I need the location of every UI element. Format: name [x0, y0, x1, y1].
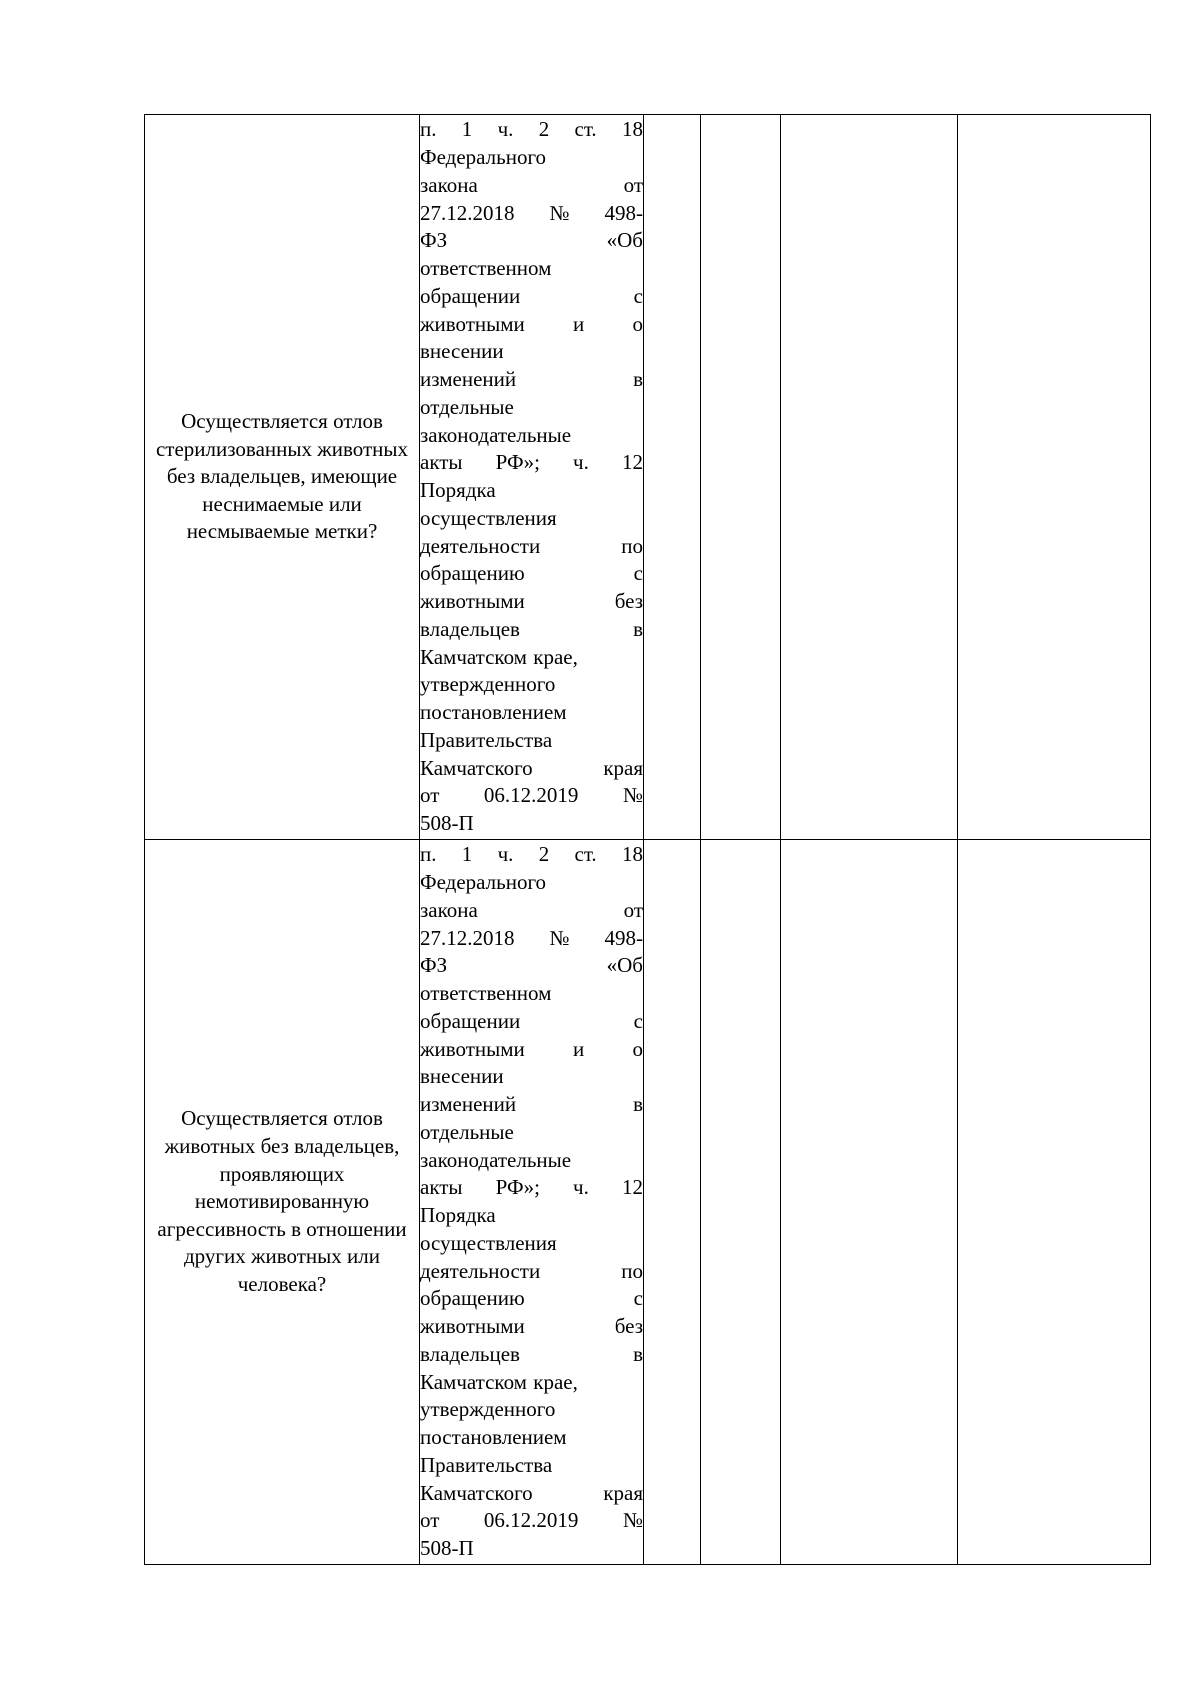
legal-basis-word: РФ»;: [495, 450, 540, 475]
legal-basis-word: по: [621, 1258, 643, 1283]
legal-basis-word: акты: [420, 1175, 463, 1200]
legal-basis-line: [420, 1174, 643, 1202]
legal-basis-word: закона: [420, 897, 478, 922]
legal-basis-word: обращению: [420, 1286, 525, 1311]
legal-basis-word: акты: [420, 450, 463, 475]
legal-basis-word: крае,: [533, 1369, 578, 1394]
legal-basis-line: [420, 1424, 643, 1452]
legal-basis-word: от: [420, 783, 440, 808]
legal-basis-word: в: [633, 616, 643, 641]
legal-basis-word: 27.12.2018: [420, 925, 515, 950]
legal-basis-word: животными: [420, 311, 525, 336]
legal-basis-word: утвержденного: [420, 672, 556, 697]
legal-basis-word: закона: [420, 172, 478, 197]
legal-basis-line: [420, 283, 643, 311]
legal-basis-line: [420, 477, 643, 505]
legal-basis-line: [420, 560, 643, 588]
legal-basis-word: с: [633, 1286, 643, 1311]
answer-cell: [701, 840, 781, 1565]
legal-basis-line: [420, 200, 643, 228]
legal-basis-word: изменений: [420, 367, 517, 391]
legal-basis-word: утвержденного: [420, 1397, 556, 1422]
checklist-table-body: [145, 115, 1151, 1565]
legal-basis-line: [420, 616, 643, 644]
legal-basis-word: без: [614, 589, 643, 613]
legal-basis-line: [420, 1313, 643, 1341]
legal-basis-cell: [420, 115, 644, 840]
legal-basis-word: обращении: [420, 283, 521, 308]
legal-basis-line: [420, 533, 643, 561]
legal-basis-word: владельцев: [420, 616, 520, 641]
legal-basis-word: с: [633, 1008, 643, 1033]
legal-basis-word: ч.: [573, 1175, 589, 1200]
legal-basis-word: 508-П: [420, 811, 474, 835]
legal-basis-line: [420, 699, 643, 727]
legal-basis-word: ч.: [497, 842, 514, 867]
legal-basis-word: внесении: [420, 339, 504, 364]
legal-basis-line: [420, 1452, 643, 1480]
legal-basis-line: [420, 1063, 643, 1091]
legal-basis-word: от: [623, 172, 643, 197]
legal-basis-line: [420, 727, 643, 755]
legal-basis-word: 06.12.2019: [483, 783, 579, 808]
legal-basis-word: осуществления: [420, 1230, 557, 1255]
legal-basis-word: ст.: [574, 842, 597, 867]
legal-basis-word: с: [633, 561, 643, 586]
table-row: [145, 840, 1151, 1565]
legal-basis-word: Порядка: [420, 1203, 496, 1227]
legal-basis-line: [420, 782, 643, 810]
question-text: Осуществляется отлов животных без владельцев, проявляющих немотивированную агрессивность в отношении других животных или человека?: [157, 1106, 407, 1296]
legal-basis-line: [420, 1285, 643, 1313]
legal-basis-line: [420, 311, 643, 339]
legal-basis-word: 12: [621, 1175, 643, 1200]
legal-basis-word: Камчатском: [420, 1369, 527, 1394]
legal-basis-word: 2: [538, 842, 550, 867]
legal-basis-word: ответственном: [420, 256, 552, 280]
legal-basis-line: [420, 1480, 643, 1508]
legal-basis-word: отдельные: [420, 1119, 514, 1144]
legal-basis-line: [420, 1202, 643, 1230]
legal-basis-word: 1: [461, 117, 473, 142]
legal-basis-word: отдельные: [420, 394, 514, 419]
question-cell: [145, 115, 420, 840]
legal-basis-word: в: [633, 367, 643, 391]
answer-cell: [644, 840, 701, 1565]
legal-basis-word: без: [614, 1314, 643, 1338]
legal-basis-word: п.: [420, 117, 437, 142]
legal-basis-word: 12: [621, 450, 643, 475]
legal-basis-word: ч.: [573, 450, 589, 475]
legal-basis-line: [420, 1008, 643, 1036]
legal-basis-word: Камчатском: [420, 644, 527, 669]
question-text: Осуществляется отлов стерилизованных животных без владельцев, имеющие неснимаемые или несмываемые метки?: [155, 409, 408, 544]
legal-basis-word: в: [633, 1341, 643, 1366]
legal-basis-line: [420, 1369, 643, 1397]
notes-cell: [781, 115, 958, 840]
legal-basis-line: [420, 172, 643, 200]
legal-basis-line: [420, 366, 643, 394]
legal-basis-word: 27.12.2018: [420, 200, 515, 225]
legal-basis-word: внесении: [420, 1064, 504, 1089]
legal-basis-word: от: [623, 897, 643, 922]
legal-basis-line: [420, 952, 643, 980]
legal-basis-word: Порядка: [420, 478, 496, 502]
legal-basis-word: Федерального: [420, 145, 547, 169]
legal-basis-word: РФ»;: [495, 1175, 540, 1200]
legal-basis-line: [420, 644, 643, 672]
legal-basis-line: [420, 144, 643, 172]
legal-basis-line: [420, 869, 643, 897]
legal-basis-line: [420, 338, 643, 366]
legal-basis-word: №: [622, 1508, 643, 1533]
legal-basis-word: ФЗ: [420, 953, 448, 978]
legal-basis-word: ч.: [497, 117, 514, 142]
legal-basis-word: осуществления: [420, 505, 557, 530]
legal-basis-word: ст.: [574, 117, 597, 142]
legal-basis-word: Камчатского: [420, 1480, 533, 1505]
table-row: [145, 115, 1151, 840]
legal-basis-word: 2: [538, 117, 550, 142]
legal-basis-word: края: [603, 1480, 643, 1505]
legal-basis-word: владельцев: [420, 1341, 520, 1366]
legal-basis-word: 498-: [604, 200, 643, 225]
legal-basis-word: в: [633, 1092, 643, 1116]
legal-basis-word: Правительства: [420, 1452, 553, 1477]
notes-cell: [781, 840, 958, 1565]
legal-basis-line: [420, 671, 643, 699]
legal-basis-line: [420, 227, 643, 255]
legal-basis-line: [420, 1507, 643, 1535]
legal-basis-word: изменений: [420, 1092, 517, 1116]
legal-basis-word: Камчатского: [420, 755, 533, 780]
legal-basis-word: 1: [461, 842, 473, 867]
legal-basis-word: 18: [621, 842, 643, 867]
legal-basis-word: по: [621, 533, 643, 558]
legal-basis-word: Правительства: [420, 727, 553, 752]
legal-basis-word: деятельности: [420, 533, 541, 558]
legal-basis-line: [420, 422, 643, 450]
legal-basis-word: №: [549, 925, 570, 950]
legal-basis-word: «Об: [606, 228, 643, 253]
legal-basis-line: [420, 1147, 643, 1175]
legal-basis-word: от: [420, 1508, 440, 1533]
legal-basis-word: постановлением: [420, 1425, 567, 1449]
legal-basis-word: №: [622, 783, 643, 808]
notes-cell: [958, 115, 1151, 840]
legal-basis-word: законодательные: [420, 1147, 572, 1172]
legal-basis-line: [420, 1119, 643, 1147]
legal-basis-word: обращении: [420, 1008, 521, 1033]
legal-basis-line: [420, 394, 643, 422]
legal-basis-cell: [420, 840, 644, 1565]
legal-basis-line: [420, 1535, 643, 1563]
legal-basis-word: законодательные: [420, 422, 572, 447]
answer-cell: [701, 115, 781, 840]
legal-basis-word: животными: [420, 1036, 525, 1061]
legal-basis-text: [420, 841, 643, 1563]
legal-basis-word: и: [573, 1036, 585, 1061]
legal-basis-text: [420, 116, 643, 838]
legal-basis-word: Федерального: [420, 870, 547, 894]
legal-basis-line: [420, 1396, 643, 1424]
legal-basis-word: «Об: [606, 953, 643, 978]
legal-basis-word: обращению: [420, 561, 525, 586]
legal-basis-line: [420, 810, 643, 838]
legal-basis-word: 06.12.2019: [483, 1508, 579, 1533]
legal-basis-line: [420, 588, 643, 616]
legal-basis-word: 18: [621, 117, 643, 142]
legal-basis-word: крае,: [533, 644, 578, 669]
legal-basis-line: [420, 1230, 643, 1258]
legal-basis-line: [420, 925, 643, 953]
question-cell: [145, 840, 420, 1565]
legal-basis-word: №: [549, 200, 570, 225]
legal-basis-line: [420, 1341, 643, 1369]
legal-basis-word: 498-: [604, 925, 643, 950]
legal-basis-word: постановлением: [420, 700, 567, 724]
legal-basis-line: [420, 116, 643, 144]
legal-basis-line: [420, 980, 643, 1008]
legal-basis-word: с: [633, 283, 643, 308]
legal-basis-word: животными: [420, 589, 525, 613]
legal-basis-line: [420, 505, 643, 533]
legal-basis-line: [420, 755, 643, 783]
legal-basis-word: края: [603, 755, 643, 780]
legal-basis-line: [420, 841, 643, 869]
legal-basis-line: [420, 1258, 643, 1286]
notes-cell: [958, 840, 1151, 1565]
answer-cell: [644, 115, 701, 840]
legal-basis-word: ФЗ: [420, 228, 448, 253]
legal-basis-line: [420, 1036, 643, 1064]
legal-basis-word: животными: [420, 1314, 525, 1338]
legal-basis-word: п.: [420, 842, 437, 867]
legal-basis-word: 508-П: [420, 1536, 474, 1560]
legal-basis-line: [420, 1091, 643, 1119]
legal-basis-line: [420, 897, 643, 925]
legal-basis-word: о: [632, 311, 643, 336]
legal-basis-word: деятельности: [420, 1258, 541, 1283]
legal-basis-word: и: [573, 311, 585, 336]
checklist-table: [144, 114, 1151, 1565]
legal-basis-word: ответственном: [420, 981, 552, 1005]
legal-basis-line: [420, 449, 643, 477]
legal-basis-word: о: [632, 1036, 643, 1061]
legal-basis-line: [420, 255, 643, 283]
